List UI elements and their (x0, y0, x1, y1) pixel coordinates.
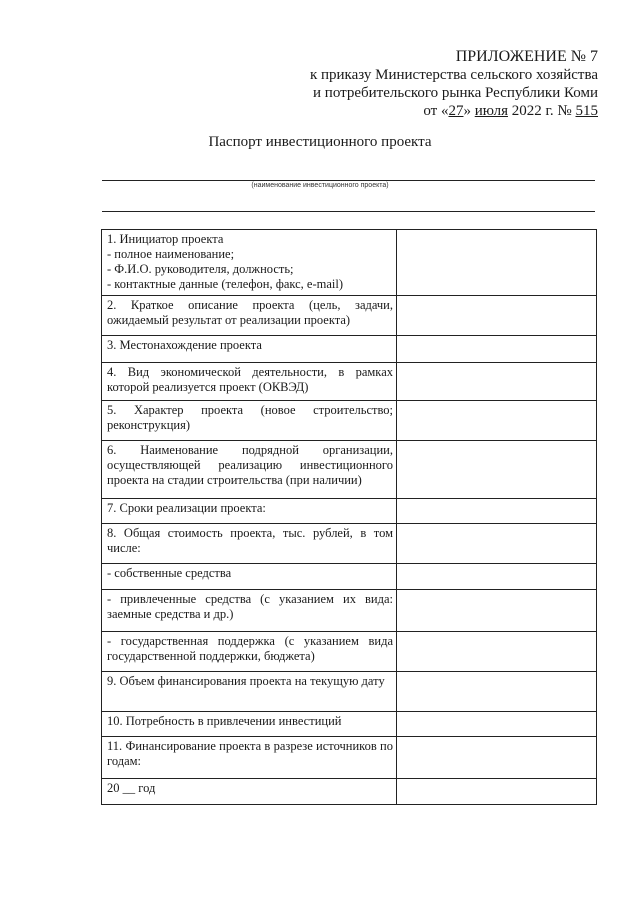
row-label: 5. Характер проекта (новое строительство; реконструкция) (102, 401, 397, 441)
row-value-cell[interactable] (397, 590, 597, 632)
row-label: 3. Местонахождение проекта (102, 336, 397, 363)
table-row (102, 712, 597, 737)
appendix-line-2: и потребительского рынка Республики Коми (313, 85, 598, 101)
row-label: 6. Наименование подрядной организации, осуществляющей реализацию инвестиционного проекта на стадии строительства (при наличии) (102, 441, 397, 499)
date-month: июля (474, 103, 508, 119)
table-row (102, 230, 597, 296)
row-value-cell[interactable] (397, 230, 597, 296)
row-value-cell[interactable] (397, 737, 597, 779)
table-row (102, 363, 597, 401)
table-row (102, 499, 597, 524)
row-label (102, 230, 397, 296)
order-number: 515 (575, 103, 598, 119)
appendix-title: ПРИЛОЖЕНИЕ № 7 (455, 48, 598, 65)
table-row (102, 737, 597, 779)
table-row (102, 524, 597, 564)
table-row (102, 401, 597, 441)
row-value-cell[interactable] (397, 672, 597, 712)
row-label: 8. Общая стоимость проекта, тыс. рублей, в том числе: (102, 524, 397, 564)
row-label: 9. Объем финансирования проекта на текущую дату (102, 672, 397, 712)
appendix-date-line (310, 102, 598, 120)
row-value-cell[interactable] (397, 499, 597, 524)
table-row (102, 672, 597, 712)
project-name-hint: (наименование инвестиционного проекта) (251, 182, 389, 189)
appendix-line-1: к приказу Министерства сельского хозяйства (309, 67, 598, 83)
row-label: 7. Сроки реализации проекта: (102, 499, 397, 524)
row-label: 20 __ год (102, 779, 397, 805)
table-row (102, 441, 597, 499)
passport-table (101, 229, 597, 805)
row-value-cell[interactable] (397, 363, 597, 401)
row-label: 11. Финансирование проекта в разрезе источников по годам: (102, 737, 397, 779)
row-label-line: - полное наименование; (107, 247, 235, 261)
row-label: - государственная поддержка (с указанием вида государственной поддержки, бюджета) (102, 632, 397, 672)
row-value-cell[interactable] (397, 779, 597, 805)
row-label: - привлеченные средства (с указанием их вида: заемные средства и др.) (102, 590, 397, 632)
row-label-line: - Ф.И.О. руководителя, должность; (107, 262, 294, 276)
table-row (102, 296, 597, 336)
row-label-line: 1. Инициатор проекта (107, 232, 224, 246)
date-day: 27 (448, 103, 464, 119)
row-value-cell[interactable] (397, 632, 597, 672)
table-row (102, 632, 597, 672)
table-row (102, 564, 597, 590)
row-label: - собственные средства (102, 564, 397, 590)
row-value-cell[interactable] (397, 336, 597, 363)
date-prefix: от « (423, 103, 449, 119)
project-name-line-2 (102, 211, 595, 212)
table-row (102, 336, 597, 363)
row-value-cell[interactable] (397, 441, 597, 499)
date-year: 2022 г. № (507, 103, 576, 119)
table-row (102, 590, 597, 632)
table-row (102, 779, 597, 805)
date-middle: » (463, 103, 475, 119)
row-label-line: - контактные данные (телефон, факс, e-mail) (107, 277, 344, 291)
appendix-header (310, 47, 598, 120)
row-value-cell[interactable] (397, 524, 597, 564)
row-value-cell[interactable] (397, 401, 597, 441)
row-value-cell[interactable] (397, 296, 597, 336)
row-label: 4. Вид экономической деятельности, в рамках которой реализуется проект (ОКВЭД) (102, 363, 397, 401)
row-label: 2. Краткое описание проекта (цель, задачи, ожидаемый результат от реализации проекта) (102, 296, 397, 336)
row-value-cell[interactable] (397, 564, 597, 590)
row-label: 10. Потребность в привлечении инвестиций (102, 712, 397, 737)
document-title: Паспорт инвестиционного проекта (208, 134, 432, 150)
row-value-cell[interactable] (397, 712, 597, 737)
